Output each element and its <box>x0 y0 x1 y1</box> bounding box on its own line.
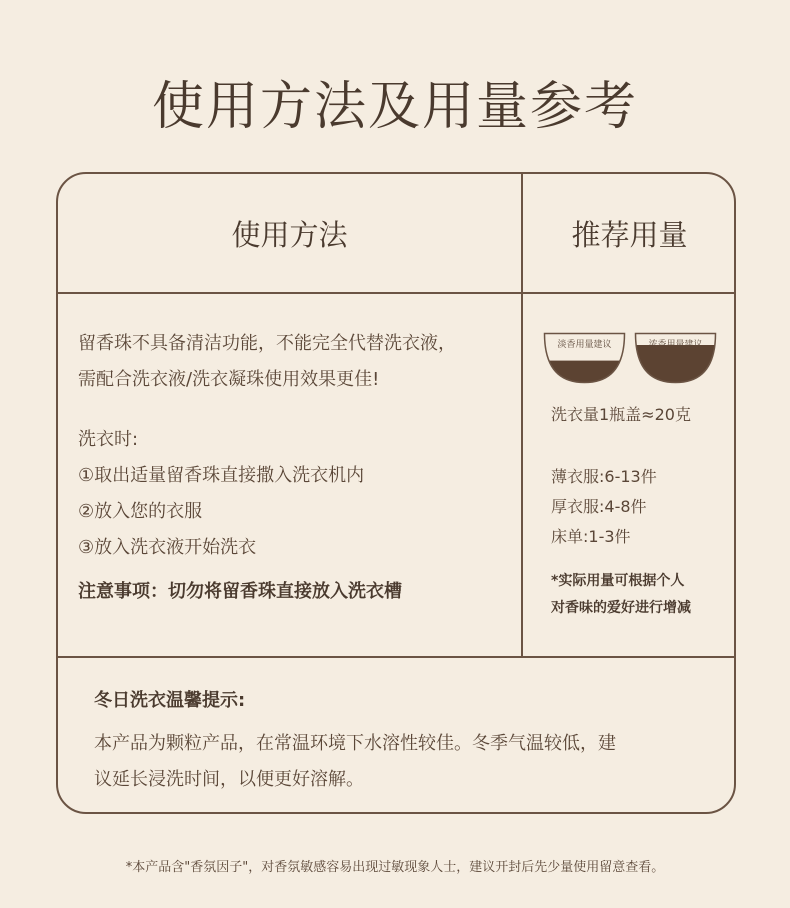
method-section <box>78 326 513 610</box>
warning-text: 注意事项：切勿将留香珠直接放入洗衣槽 <box>78 581 402 602</box>
tips-divider <box>58 656 734 658</box>
dosage-note <box>551 568 691 622</box>
quantity-item: 床单:1-3件 <box>551 527 631 546</box>
usage-card <box>56 172 736 814</box>
step-item: ①取出适量留香珠直接撒入洗衣机内 <box>78 465 365 486</box>
strong-scent-cap-icon <box>634 332 717 384</box>
method-header: 使用方法 <box>231 217 348 252</box>
step-item: ③放入洗衣液开始洗衣 <box>78 537 257 558</box>
cap-label: 淡香用量建议 <box>557 340 612 350</box>
footnote: *本产品含"香氛因子"，对香氛敏感容易出现过敏现象人士，建议开封后先少量使用留意查看。 <box>125 860 665 875</box>
steps-title: 洗衣时: <box>78 429 139 450</box>
page-title: 使用方法及用量参考 <box>151 77 638 137</box>
method-intro-line: 留香珠不具备清洁功能，不能完全代替洗衣液， <box>78 333 456 354</box>
step-item: ②放入您的衣服 <box>78 501 203 522</box>
quantity-item: 厚衣服:4-8件 <box>551 497 647 516</box>
note-line: *实际用量可根据个人 <box>551 573 685 589</box>
dosage-section <box>523 294 736 656</box>
tips-body <box>94 726 714 798</box>
dosage-header: 推荐用量 <box>571 217 688 252</box>
cap-label: 浓香用量建议 <box>648 340 703 350</box>
method-intro-line: 需配合洗衣液/洗衣凝珠使用效果更佳! <box>78 369 380 390</box>
quantity-list <box>551 462 657 552</box>
quantity-item: 薄衣服:6-13件 <box>551 467 657 486</box>
tips-line: 议延长浸洗时间，以便更好溶解。 <box>94 769 364 790</box>
tips-line: 本产品为颗粒产品，在常温环境下水溶性较佳。冬季气温较低，建 <box>94 733 616 754</box>
light-scent-cap-icon <box>543 332 626 384</box>
note-line: 对香味的爱好进行增减 <box>551 600 691 616</box>
cap-dose-line: 洗衣量1瓶盖≈20克 <box>551 405 691 424</box>
cap-illustrations <box>543 332 717 384</box>
tips-title: 冬日洗衣温馨提示: <box>94 690 246 711</box>
